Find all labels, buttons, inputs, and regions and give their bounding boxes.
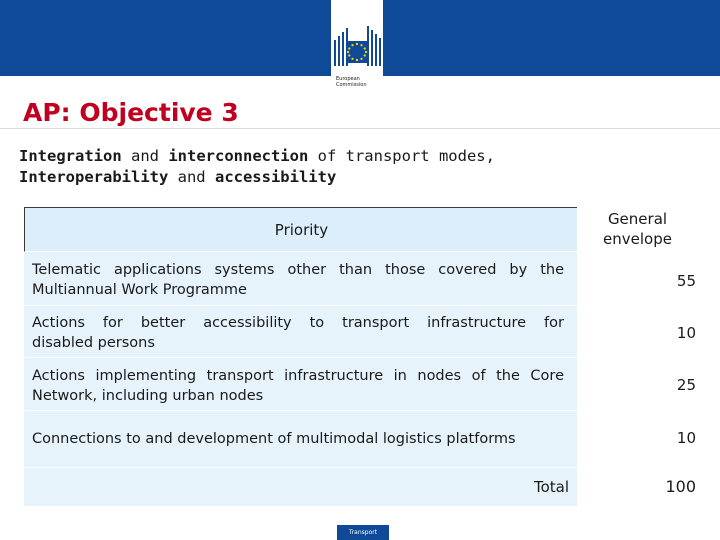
row-label-line2: disabled persons [32,335,155,351]
subtitle-line1 [19,146,495,167]
row-label [32,313,564,353]
header-priority-label: Priority [274,221,329,239]
logo-text [336,76,382,88]
row-label [32,260,564,300]
header-envelope-label [577,209,698,249]
footer-tag: Transport [337,525,389,540]
row-label-line1: Actions for better accessibility to transport infrastructure for [32,315,564,331]
subtitle-text: and [168,168,215,186]
subtitle-text: and [121,147,169,165]
subtitle-bold: Interoperability [19,168,169,186]
title-divider [0,128,720,129]
subtitle-text: of transport modes, [308,147,495,165]
row-label [32,366,564,406]
row-label-line1: Actions implementing transport infrastructure in nodes of the Core [32,368,564,384]
subtitle-bold: interconnection [168,147,309,165]
building-logo-icon [331,0,383,76]
row-value: 10 [676,429,696,447]
subtitle-bold: Integration [19,147,122,165]
table-header-priority [24,207,577,252]
total-label: Total [533,478,569,496]
table-header-envelope [577,207,698,252]
row-label-line2: Network, including urban nodes [32,388,264,404]
row-label-line2: Multiannual Work Programme [32,282,247,298]
row-label-line1: Telematic applications systems other than those covered by the [32,262,564,278]
logo-text-line2: Commission [336,82,367,88]
subtitle [19,146,495,188]
page-title: AP: Objective 3 [23,98,239,127]
logo-text-line1: European [336,76,360,82]
row-value: 10 [676,324,696,342]
subtitle-line2 [19,167,495,188]
total-value: 100 [665,477,696,496]
subtitle-bold: accessibility [214,168,337,186]
european-commission-logo [331,0,383,98]
row-value: 25 [676,376,696,394]
header-envelope-line1: General [607,210,668,228]
row-label: Connections to and development of multimodal logistics platforms [32,431,516,447]
header-envelope-line2: envelope [603,230,672,248]
row-value: 55 [676,272,696,290]
